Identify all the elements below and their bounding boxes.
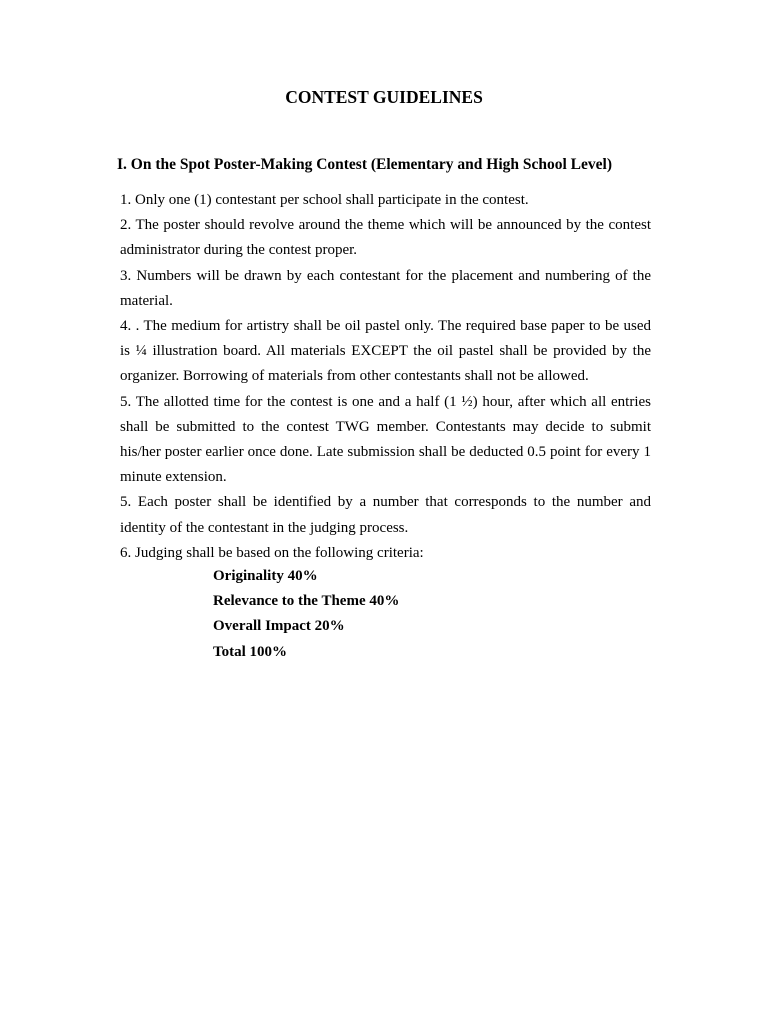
document-title: CONTEST GUIDELINES (285, 87, 483, 107)
rule-item: 4. . The medium for artistry shall be oil pastel only. The required base paper to be used is ¼ illustration board. All materials EXCEPT the oil pastel shall be provided by the organizer. Borrowing of materials from other contestants shall not be allowed. (120, 318, 651, 385)
criterion-overall-impact: Overall Impact 20% (213, 618, 345, 635)
criterion-originality: Originality 40% (213, 568, 318, 584)
rule-item: 3. Numbers will be drawn by each contestant for the placement and numbering of the material. (120, 267, 651, 309)
rule-item: 5. Each poster shall be identified by a number that corresponds to the number and identity of the contestant in the judging process. (120, 494, 651, 536)
rule-item: 5. The allotted time for the contest is one and a half (1 ½) hour, after which all entries shall be submitted to the contest TWG member. Contestants may decide to submit his/her poster earlier once done. Late submission shall be deducted 0.5 point for every 1 minute extension. (120, 393, 651, 486)
rule-item: 6. Judging shall be based on the following criteria: (120, 544, 424, 561)
rule-item: 2. The poster should revolve around the theme which will be announced by the contest administrator during the contest proper. (120, 217, 651, 259)
criterion-relevance: Relevance to the Theme 40% (213, 593, 400, 610)
criterion-total: Total 100% (213, 643, 288, 660)
rule-item: 1. Only one (1) contestant per school shall participate in the contest. (120, 192, 529, 208)
section-heading: I. On the Spot Poster-Making Contest (Elementary and High School Level) (117, 156, 612, 173)
rules-list (120, 188, 651, 566)
criteria-list (213, 564, 399, 665)
